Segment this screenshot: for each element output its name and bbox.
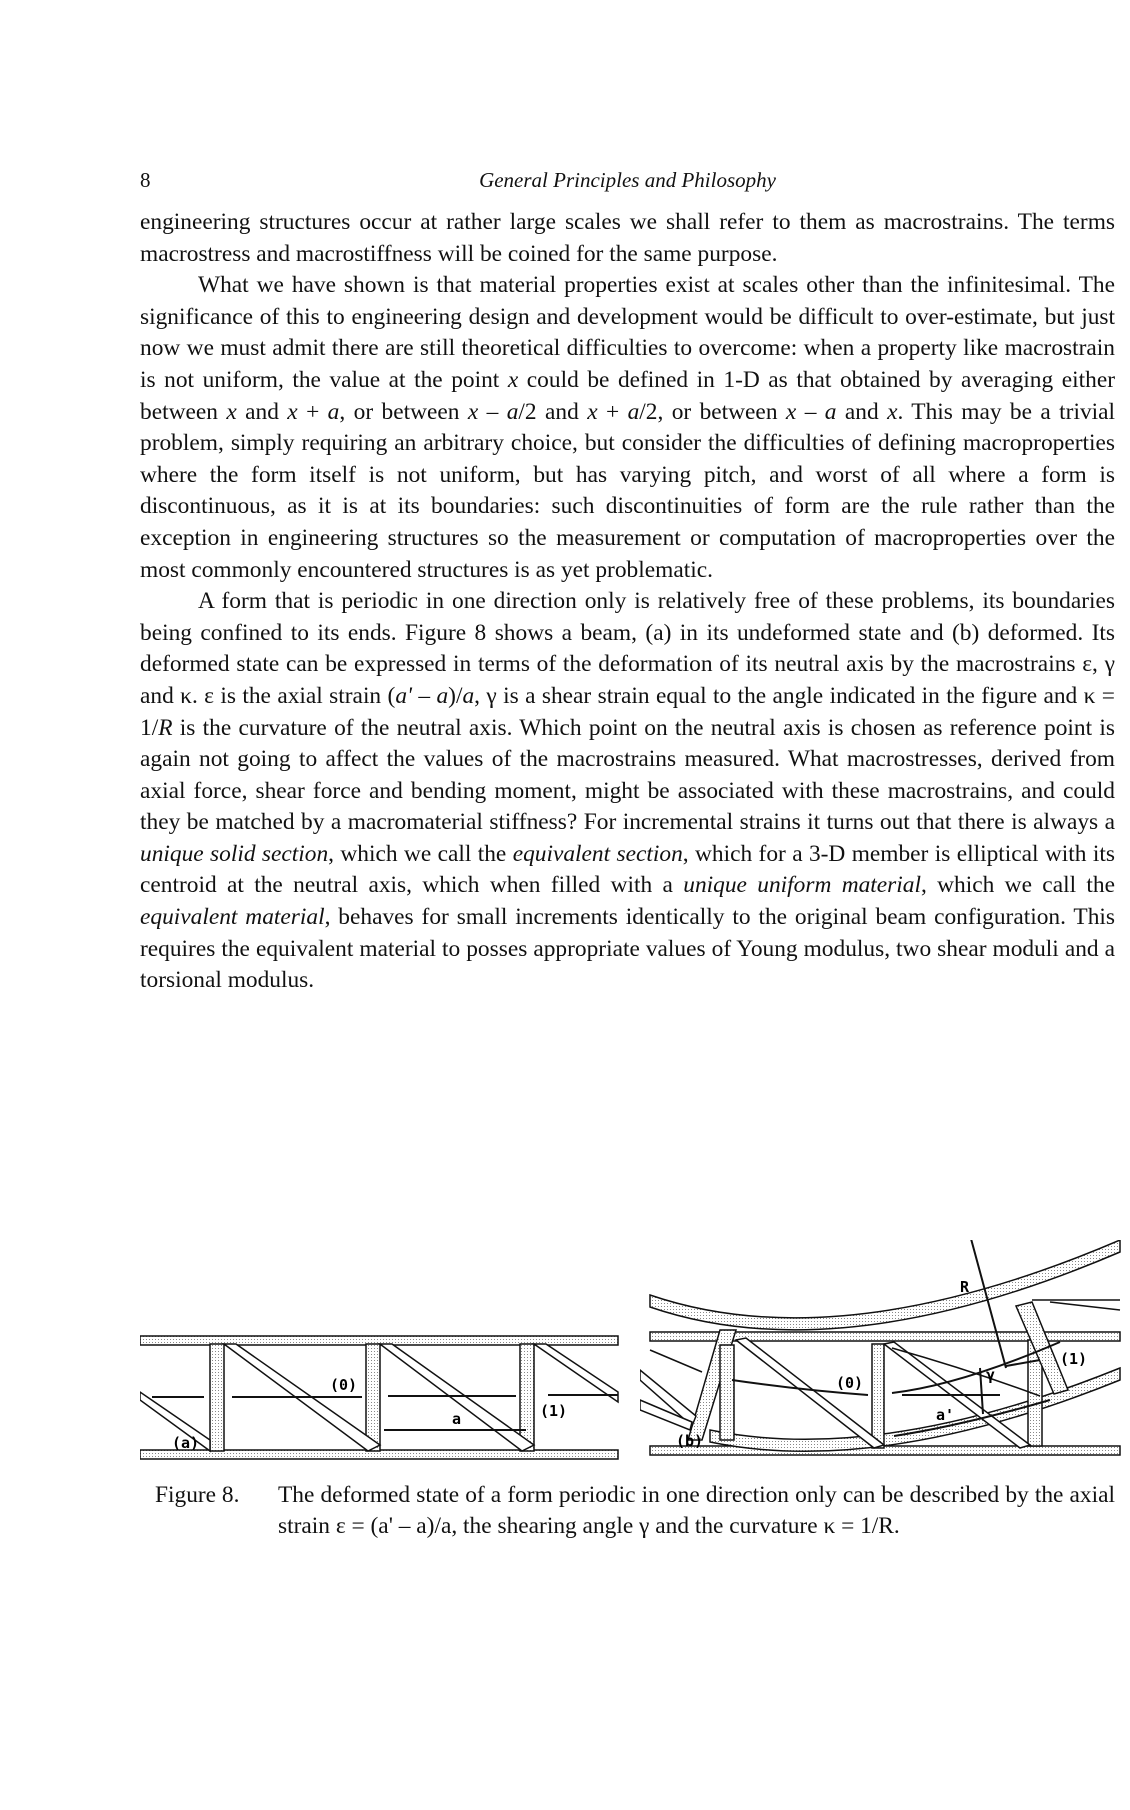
- pitch-label-a: a: [452, 1410, 462, 1428]
- running-header: [140, 168, 1115, 198]
- reference-bottom-chord: [650, 1446, 1120, 1455]
- text-run: and: [836, 398, 888, 425]
- vertical-member: [520, 1344, 534, 1451]
- diagonal-member: [736, 1338, 884, 1448]
- text-run: –: [796, 398, 825, 425]
- deformed-beam-diagram: [640, 1240, 1130, 1475]
- vertical-member: [366, 1344, 380, 1451]
- text-run: +: [297, 398, 328, 425]
- state-label-a: (a): [172, 1434, 200, 1452]
- text-run: /2 and: [518, 398, 588, 425]
- paragraph: [140, 586, 1115, 997]
- italic-text: a: [462, 682, 475, 709]
- state-label-b: (b): [676, 1432, 704, 1450]
- text-run: , γ is a shear strain equal to the angle indicated in the figure and κ = 1/: [140, 682, 1115, 741]
- node-label-0: (0): [330, 1376, 358, 1394]
- italic-text: a: [506, 398, 519, 425]
- text-run: /2, or between: [639, 398, 786, 425]
- node-label-0: (0): [836, 1374, 864, 1392]
- text-run: –: [478, 398, 507, 425]
- shear-angle-label: γ: [986, 1366, 996, 1384]
- running-title: General Principles and Philosophy: [479, 168, 776, 192]
- page-number: 8: [140, 168, 151, 192]
- italic-text: equivalent section: [512, 840, 683, 867]
- text-run: engineering structures occur at rather large scales we shall refer to them as macrostrains. The terms macrostress and macrostiffness will be coined for the same purpose.: [140, 209, 1115, 267]
- text-run: , which we call the: [328, 840, 513, 867]
- italic-text: x: [226, 398, 237, 425]
- text-run: , or between: [339, 398, 468, 425]
- text-run: , behaves for small increments identically to the original beam configuration. This requires the equivalent material to posses appropriate values of Young modulus, two shear moduli and a torsional modulus.: [140, 904, 1115, 994]
- italic-text: a: [327, 398, 340, 425]
- italic-text: x: [287, 398, 298, 425]
- italic-text: a: [824, 398, 837, 425]
- italic-text: unique uniform material: [683, 872, 921, 899]
- italic-text: a' – a: [395, 682, 449, 709]
- italic-text: x: [587, 398, 598, 425]
- caption-label: Figure 8.: [155, 1482, 240, 1508]
- curved-top-chord: [650, 1240, 1120, 1330]
- italic-text: unique solid section: [140, 840, 329, 867]
- italic-text: x: [507, 366, 519, 393]
- italic-text: a: [627, 398, 640, 425]
- text-run: . This may be a trivial problem, simply requiring an arbitrary choice, but consider the difficulties of defining macroproperties where the form itself is not uniform, but has varying pitch, and worst of all where a form is discontinuous, as it is at its boundaries: such discontinuities of form are the rule rather than the exception in engineering structures so the measurement or computation of macroproperties over the most commonly encountered structures is as yet problematic.: [140, 398, 1116, 583]
- vertical-member: [720, 1345, 734, 1440]
- text-run: )/: [448, 682, 463, 709]
- italic-text: R: [158, 714, 173, 741]
- vertical-member: [210, 1344, 224, 1451]
- deformed-diagonal: [1050, 1302, 1120, 1310]
- italic-text: x: [785, 398, 797, 425]
- diagonal-member: [380, 1344, 534, 1451]
- text-run: +: [597, 398, 628, 425]
- text-run: could be defined in 1-D as that obtained by averaging either between: [140, 366, 1115, 425]
- node-label-1: (1): [540, 1402, 568, 1420]
- caption-text: The deformed state of a form periodic in one direction only can be described by the axial strain ε = (a' – a)/a, the shearing angle γ and the curvature κ = 1/R.: [278, 1482, 1115, 1539]
- italic-text: x: [467, 398, 479, 425]
- italic-text: equivalent material: [140, 904, 325, 931]
- text-run: A form that is periodic in one direction only is relatively free of these problems, its boundaries being confined to its ends. Figure 8 shows a beam, (a) in its undeformed state and (b) deformed. Its deformed state can be expressed in terms of the deformation of its neutral axis by the macrostrains ε, γ and κ. ε is the axial strain (: [140, 588, 1115, 709]
- body-text: [140, 207, 1115, 997]
- text-run: , which we call the: [920, 872, 1116, 899]
- node-label-1: (1): [1060, 1350, 1088, 1368]
- figure-8: [140, 1240, 1130, 1475]
- text-run: and: [236, 398, 288, 425]
- undeformed-beam-diagram: [140, 1240, 620, 1475]
- paragraph: [140, 270, 1115, 586]
- italic-text: x: [887, 398, 898, 425]
- deformed-diagonal: [650, 1350, 702, 1372]
- vertical-member: [872, 1344, 884, 1448]
- diagonal-member: [534, 1344, 618, 1402]
- text-run: What we have shown is that material properties exist at scales other than the infinitesimal. The significance of this to engineering design and development would be difficult to over-estimate, but just now we must admit there are still theoretical difficulties to overcome: when a property like macrostrain is not uniform, the value at the point: [140, 272, 1115, 393]
- paragraph: [140, 207, 1115, 270]
- pitch-label-a-prime: a': [936, 1406, 955, 1424]
- radius-label: R: [960, 1278, 970, 1296]
- text-run: is the curvature of the neutral axis. Which point on the neutral axis is chosen as reference point is again not going to affect the values of the macrostrains measured. What macrostresses, derived from axial force, shear force and bending moment, might be associated with these macrostrains, and could they be matched by a macromaterial stiffness? For incremental strains it turns out that there is always a: [140, 714, 1115, 836]
- text-run: , which for a 3-D member is elliptical with its centroid at the neutral axis, which when filled with a: [140, 840, 1115, 899]
